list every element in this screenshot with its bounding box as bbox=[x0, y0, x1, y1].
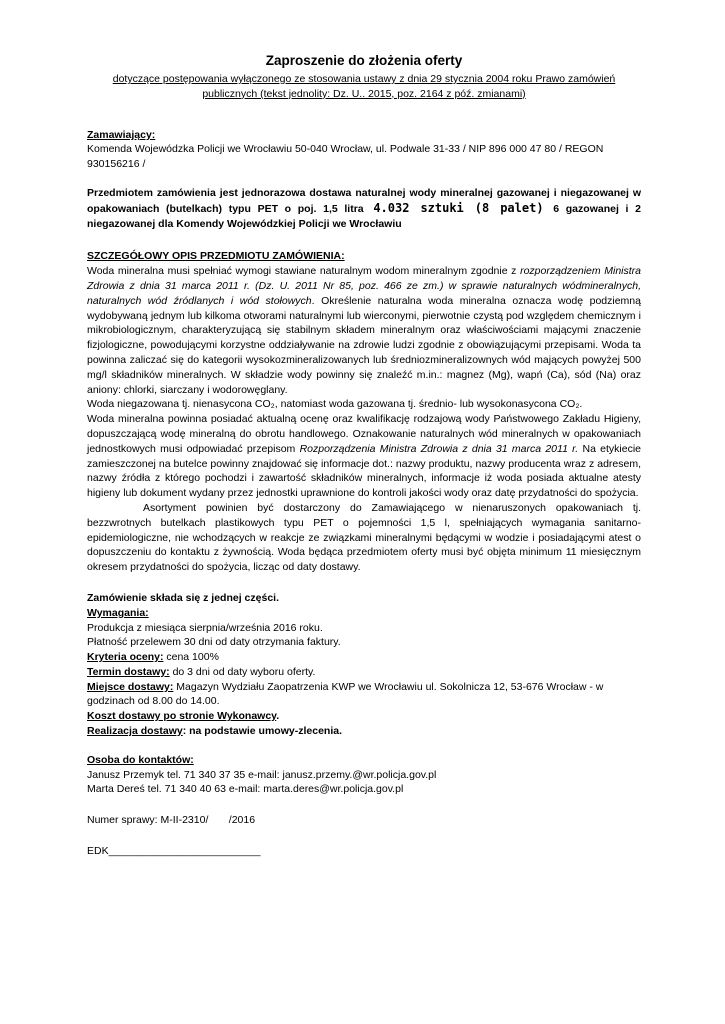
contact-person-1: Janusz Przemyk tel. 71 340 37 35 e-mail: janusz.przemy.@wr.policja.gov.pl bbox=[87, 768, 437, 781]
cost-line bbox=[87, 709, 641, 724]
ordering-party-section bbox=[87, 128, 641, 172]
description-paragraph-3 bbox=[87, 412, 641, 501]
place-value: Magazyn Wydziału Zaopatrzenia KWP we Wrocławiu ul. Sokolnicza 12, 53-676 Wrocław - w godzinach od 8.00 do 14.00. bbox=[87, 680, 604, 708]
production-text: Produkcja z miesiąca sierpnia/września 2016 roku. bbox=[87, 621, 323, 634]
criteria-label: Kryteria oceny: bbox=[87, 651, 164, 664]
criteria-line bbox=[87, 650, 641, 665]
case-number: Numer sprawy: M-II-2310/ /2016 bbox=[87, 814, 256, 827]
order-one-part: Zamówienie składa się z jednej części. bbox=[87, 591, 280, 604]
document-subtitle: dotyczące postępowania wyłączonego ze stosowania ustawy z dnia 29 stycznia 2004 roku Prawo zamówień publicznych (tekst jednolity: Dz. U.. 2015, poz. 2164 z póź. zmianami) bbox=[112, 73, 616, 100]
description-paragraph-1 bbox=[87, 264, 641, 397]
description-paragraph-2: Woda niegazowana tj. nienasycona CO₂, natomiast woda gazowana tj. średnio- lub wysokonasycona CO₂. bbox=[87, 398, 583, 411]
ordering-party-text: Komenda Wojewódzka Policji we Wrocławiu 50-040 Wrocław, ul. Podwale 31-33 / NIP 896 000 47 80 / REGON 930156216 / bbox=[87, 143, 604, 171]
cost-label: Koszt dostawy po stronie Wykonawcy bbox=[87, 710, 277, 723]
contacts-label: Osoba do kontaktów: bbox=[87, 753, 194, 766]
description-section bbox=[87, 249, 641, 575]
description-p1-italic: rozporządzeniem Ministra Zdrowia z dnia 31 marca 2011 r. (Dz. U. 2011 Nr 85, poz. 466 ze zm.) w sprawie naturalnych wódmineralnych, naturalnych wód źródlanych i wód stołowych bbox=[87, 265, 642, 307]
requirements-label: Wymagania: bbox=[87, 606, 149, 619]
payment-text: Płatność przelewem 30 dni od daty otrzymania faktury. bbox=[87, 636, 341, 649]
description-heading: SZCZEGÓŁOWY OPIS PRZEDMIOTU ZAMÓWIENIA: bbox=[87, 250, 345, 263]
subject-section bbox=[87, 186, 641, 231]
realization-value: : na podstawie umowy-zlecenia. bbox=[182, 725, 343, 738]
order-section bbox=[87, 591, 641, 739]
description-p3-b: Na etykiecie zamieszczonej na butelce powinny znajdować się informacje dot.: nazwy produktu, nazwy producenta wraz z adresem, nazwy źródła z którego pochodzi i zawartość składników mineralnych, informacje iż woda posiada aktualne atesty higieny lub dokument wydany przez jednostki uprawnione do kontroli jakości wody oraz datę przydatności do spożycia. bbox=[87, 442, 642, 500]
subject-text-part1: Przedmiotem zamówienia jest jednorazowa dostawa naturalnej wody mineralnej gazowanej i niegazowanej w opakowaniach (butelkach) typu PET o poj. 1,5 litra bbox=[87, 186, 641, 215]
criteria-value: cena 100% bbox=[163, 651, 219, 664]
subject-quantity: 4.032 sztuki (8 palet) bbox=[373, 200, 544, 215]
contact-person-2: Marta Dereś tel. 71 340 40 63 e-mail: marta.deres@wr.policja.gov.pl bbox=[87, 783, 404, 796]
realization-label: Realizacja dostawy bbox=[87, 725, 183, 738]
subject-text-part2: 6 gazowanej i 2 niegazowanej dla Komendy Wojewódzkiej Policji we Wrocławiu bbox=[87, 202, 641, 230]
ordering-party-label: Zamawiający: bbox=[87, 128, 156, 141]
cost-dot: . bbox=[276, 710, 280, 723]
description-paragraph-4: Asortyment powinien być dostarczony do Zamawiającego w nienaruszonych opakowaniach tj. bezzwrotnych butelkach plastikowych typu PET o pojemności 1,5 l, spełniających wymagania sanitarno-epidemiologiczne, nie wchodzących w reakcje ze związkami mineralnymi będącymi w wodzie i posiadającymi atest o dopuszczeniu do kontaktu z żywnością. Woda będąca przedmiotem oferty musi być objęta minimum 11 miesięcznym okresem przydatności do spożycia, licząc od daty dostawy. bbox=[87, 501, 641, 574]
description-p3-a: Woda mineralna powinna posiadać aktualną ocenę oraz kwalifikację rodzajową wody Państwowego Zakładu Higieny, dopuszczającą wodę mineralną do obrotu handlowego. Oznakowanie naturalnych wód mineralnych w opakowaniach jednostkowych musi odpowiadać przepisom bbox=[87, 413, 641, 455]
place-label: Miejsce dostawy: bbox=[87, 680, 174, 693]
description-p1-a: Woda mineralna musi spełniać wymogi stawiane naturalnym wodom mineralnym zgodnie z bbox=[87, 265, 521, 278]
deadline-label: Termin dostawy: bbox=[87, 665, 170, 678]
contacts-section bbox=[87, 753, 641, 797]
deadline-line bbox=[87, 665, 641, 680]
deadline-value: do 3 dni od daty wyboru oferty. bbox=[169, 665, 316, 678]
description-p1-b: . Określenie naturalna woda mineralna oznacza wodę podziemną wydobywaną jednym lub kilkoma otworami naturalnymi lub wierconymi, pierwotnie czystą pod względem chemicznym i mikrobiologicznym, charakteryzującą się stabilnym składem mineralnym oraz właściwościami mającymi znaczenie fizjologiczne, powodującymi korzystne oddziaływanie na zdrowie ludzi zgodnie z obowiązującymi przepisami. Woda ta powinna zaliczać się do kategorii wysokozmineralizowanych lub średniozmineralizownych wód mających powyżej 500 mg/l składników mineralnych. W składzie wody powinny się znaleźć m.in.: magnez (Mg), wapń (Ca), sód (Na) oraz aniony: chlorki, siarczany i wodorowęglany. bbox=[87, 294, 641, 396]
edk-line: EDK__________________________ bbox=[87, 845, 261, 858]
realization-line bbox=[87, 724, 641, 739]
description-p3-italic: Rozporządzenia Ministra Zdrowia z dnia 31 marca 2011 r. bbox=[299, 442, 579, 455]
document-title: Zaproszenie do złożenia oferty bbox=[265, 53, 463, 68]
place-line bbox=[87, 680, 641, 710]
